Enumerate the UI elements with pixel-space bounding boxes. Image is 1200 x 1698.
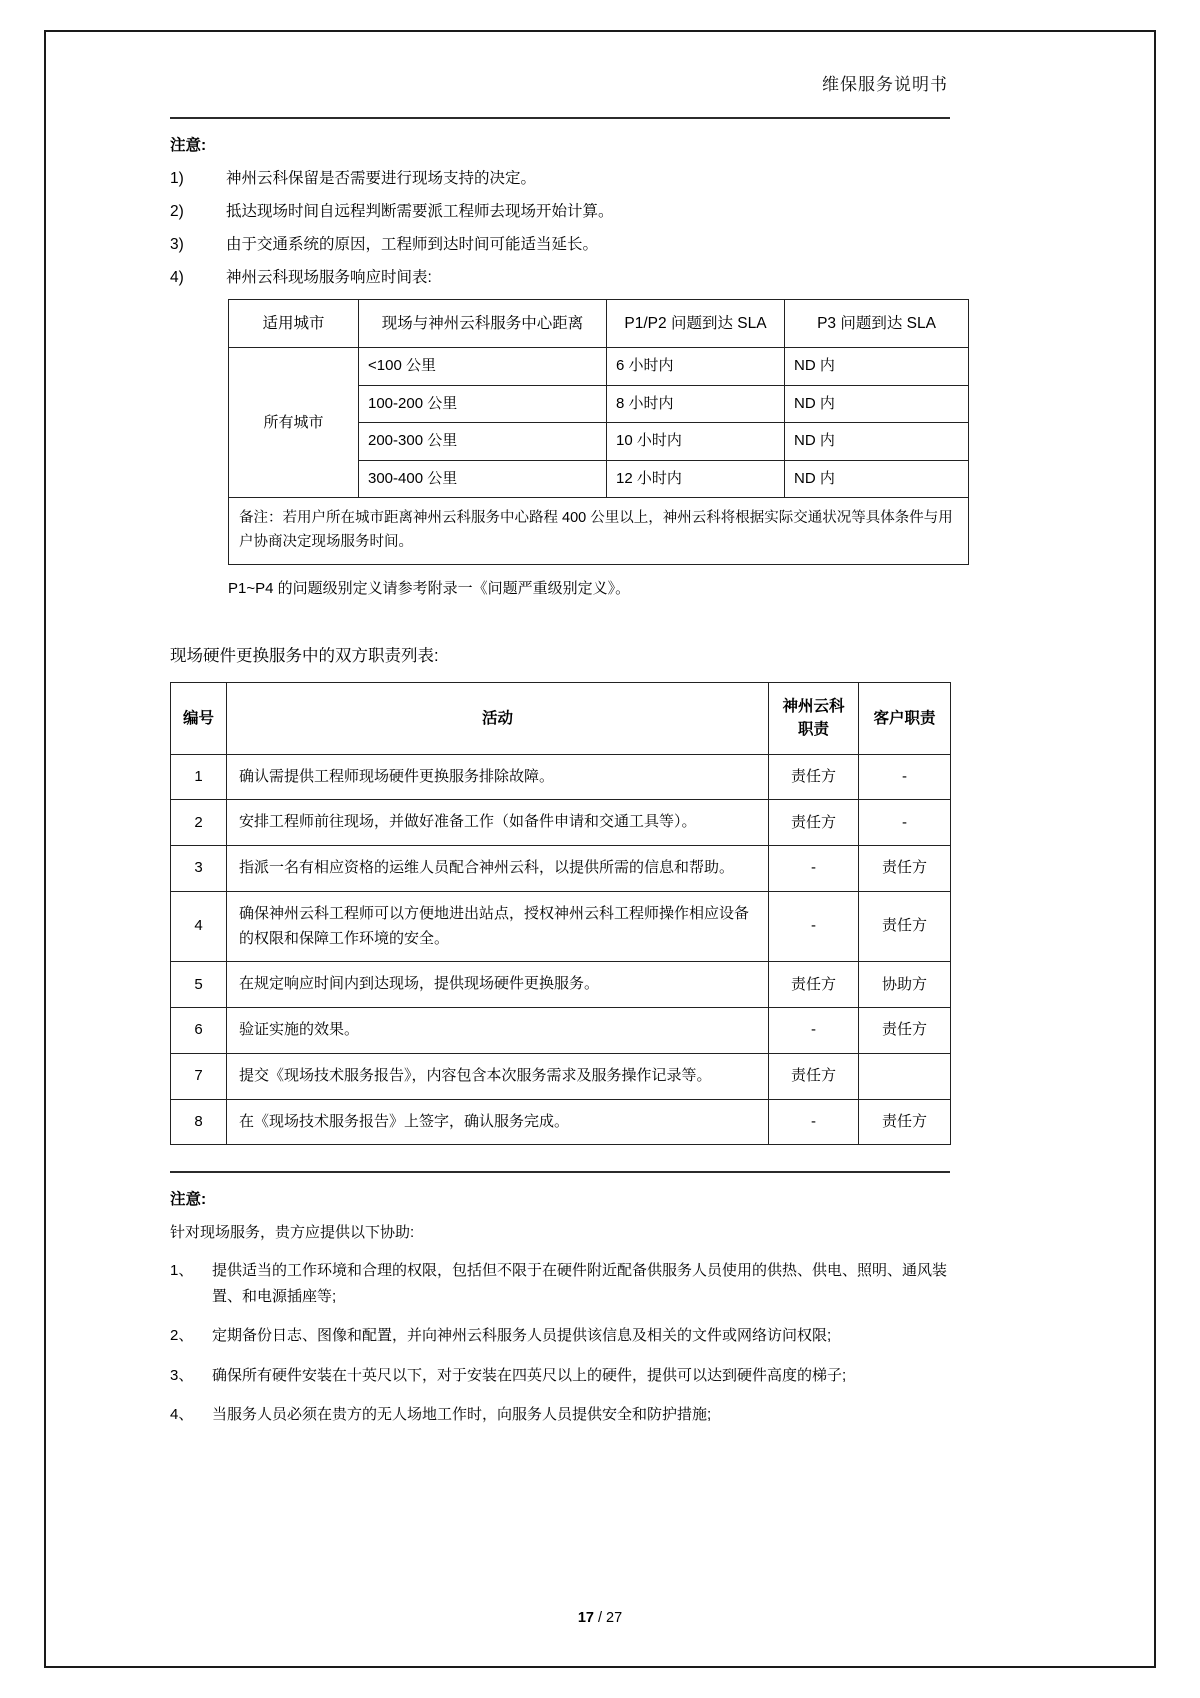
list-item xyxy=(170,233,950,257)
cell-no: 1 xyxy=(171,754,227,800)
cell-p3: ND 内 xyxy=(785,385,969,423)
footer-total-pages: 27 xyxy=(606,1610,623,1626)
responsibility-table xyxy=(170,682,951,1145)
cell-vendor: - xyxy=(769,891,859,962)
table-row xyxy=(171,1099,951,1145)
cell-no: 4 xyxy=(171,891,227,962)
table-header-row xyxy=(171,683,951,755)
list-item xyxy=(170,167,950,191)
list-item-text: 由于交通系统的原因，工程师到达时间可能适当延长。 xyxy=(226,236,599,254)
cell-p3: ND 内 xyxy=(785,348,969,386)
header-divider xyxy=(170,117,950,119)
cell-distance: 200-300 公里 xyxy=(359,423,607,461)
list-item xyxy=(170,1258,950,1309)
column-header-activity: 活动 xyxy=(227,683,769,755)
table-row xyxy=(171,891,951,962)
cell-p1p2: 10 小时内 xyxy=(607,423,785,461)
page-content xyxy=(170,70,953,1442)
cell-activity: 在规定响应时间内到达现场，提供现场硬件更换服务。 xyxy=(227,962,769,1008)
cell-p1p2: 12 小时内 xyxy=(607,460,785,498)
list-item xyxy=(170,1323,950,1349)
table-row xyxy=(171,1008,951,1054)
section-title: 现场硬件更换服务中的双方职责列表: xyxy=(170,647,439,666)
table-row xyxy=(171,754,951,800)
notice-1-label: 注意: xyxy=(170,137,207,154)
cell-no: 2 xyxy=(171,800,227,846)
cell-vendor: - xyxy=(769,1099,859,1145)
column-header-customer: 客户职责 xyxy=(859,683,951,755)
cell-vendor: - xyxy=(769,846,859,892)
cell-activity: 确保神州云科工程师可以方便地进出站点，授权神州云科工程师操作相应设备的权限和保障工作环境的安全。 xyxy=(227,891,769,962)
cell-no: 8 xyxy=(171,1099,227,1145)
footer-separator: / xyxy=(597,1610,603,1626)
cell-vendor: 责任方 xyxy=(769,754,859,800)
table-note-row xyxy=(229,498,969,565)
cell-customer: - xyxy=(859,754,951,800)
cell-customer: 责任方 xyxy=(859,1099,951,1145)
cell-activity: 确认需提供工程师现场硬件更换服务排除故障。 xyxy=(227,754,769,800)
cell-customer xyxy=(859,1053,951,1099)
notice-2-intro: 针对现场服务，贵方应提供以下协助: xyxy=(170,1224,415,1242)
notice-2-label: 注意: xyxy=(170,1191,207,1209)
list-item-text: 确保所有硬件安装在十英尺以下，对于安装在四英尺以上的硬件，提供可以达到硬件高度的梯子; xyxy=(212,1366,847,1384)
document-header-title: 维保服务说明书 xyxy=(822,75,948,94)
column-header-no: 编号 xyxy=(171,683,227,755)
column-header-city: 适用城市 xyxy=(229,300,359,348)
list-item-text: 神州云科现场服务响应时间表: xyxy=(226,269,432,287)
cell-customer: 责任方 xyxy=(859,846,951,892)
cell-no: 5 xyxy=(171,962,227,1008)
cell-p3: ND 内 xyxy=(785,460,969,498)
cell-distance: <100 公里 xyxy=(359,348,607,386)
list-item-number: 1、 xyxy=(170,1262,194,1280)
cell-vendor: 责任方 xyxy=(769,800,859,846)
cell-activity: 指派一名有相应资格的运维人员配合神州云科，以提供所需的信息和帮助。 xyxy=(227,846,769,892)
cell-p3: ND 内 xyxy=(785,423,969,461)
footer-page-number: 17 xyxy=(577,1610,594,1626)
sla-response-time-table xyxy=(228,299,969,565)
cell-customer: 责任方 xyxy=(859,891,951,962)
cell-customer: - xyxy=(859,800,951,846)
cell-distance: 300-400 公里 xyxy=(359,460,607,498)
cell-activity: 验证实施的效果。 xyxy=(227,1008,769,1054)
table-row xyxy=(229,348,969,386)
list-item xyxy=(170,1402,950,1428)
column-header-vendor: 神州云科职责 xyxy=(769,683,859,755)
list-item xyxy=(170,1363,950,1389)
list-item-text: 抵达现场时间自远程判断需要派工程师去现场开始计算。 xyxy=(226,203,614,221)
sla-footnote: P1~P4 的问题级别定义请参考附录一《问题严重级别定义》。 xyxy=(228,580,631,598)
list-item-text: 定期备份日志、图像和配置，并向神州云科服务人员提供该信息及相关的文件或网络访问权限; xyxy=(212,1327,832,1345)
cell-city: 所有城市 xyxy=(229,348,359,498)
list-item xyxy=(170,200,950,224)
cell-p1p2: 6 小时内 xyxy=(607,348,785,386)
cell-vendor: 责任方 xyxy=(769,962,859,1008)
cell-activity: 提交《现场技术服务报告》，内容包含本次服务需求及服务操作记录等。 xyxy=(227,1053,769,1099)
cell-customer: 协助方 xyxy=(859,962,951,1008)
table-header-row xyxy=(229,300,969,348)
page-footer xyxy=(0,1610,1200,1626)
notice-1-list xyxy=(170,167,950,290)
sla-table-note: 备注：若用户所在城市距离神州云科服务中心路程 400 公里以上，神州云科将根据实际交通状况等具体条件与用户协商决定现场服务时间。 xyxy=(229,498,969,565)
cell-customer: 责任方 xyxy=(859,1008,951,1054)
list-item-number: 2) xyxy=(170,203,184,221)
list-item-number: 4、 xyxy=(170,1406,194,1424)
notice-2-divider xyxy=(170,1171,950,1173)
cell-no: 3 xyxy=(171,846,227,892)
table-row xyxy=(171,1053,951,1099)
list-item-number: 3、 xyxy=(170,1366,194,1384)
cell-p1p2: 8 小时内 xyxy=(607,385,785,423)
table-row xyxy=(171,846,951,892)
column-header-distance: 现场与神州云科服务中心距离 xyxy=(359,300,607,348)
list-item-text: 提供适当的工作环境和合理的权限，包括但不限于在硬件附近配备供服务人员使用的供热、供电、照明、通风装置、和电源插座等; xyxy=(212,1262,948,1305)
list-item-number: 4) xyxy=(170,269,184,287)
cell-vendor: 责任方 xyxy=(769,1053,859,1099)
list-item xyxy=(170,266,950,290)
list-item-number: 2、 xyxy=(170,1327,194,1345)
list-item-text: 神州云科保留是否需要进行现场支持的决定。 xyxy=(226,170,537,187)
column-header-p3-sla: P3 问题到达 SLA xyxy=(785,300,969,348)
table-row xyxy=(171,800,951,846)
column-header-p1p2-sla: P1/P2 问题到达 SLA xyxy=(607,300,785,348)
cell-vendor: - xyxy=(769,1008,859,1054)
list-item-number: 3) xyxy=(170,236,184,254)
sla-table-wrapper xyxy=(228,299,953,565)
cell-activity: 在《现场技术服务报告》上签字，确认服务完成。 xyxy=(227,1099,769,1145)
cell-no: 6 xyxy=(171,1008,227,1054)
cell-distance: 100-200 公里 xyxy=(359,385,607,423)
list-item-text: 当服务人员必须在贵方的无人场地工作时，向服务人员提供安全和防护措施; xyxy=(212,1406,712,1424)
table-row xyxy=(171,962,951,1008)
notice-2-list xyxy=(170,1258,950,1428)
cell-activity: 安排工程师前往现场，并做好准备工作（如备件申请和交通工具等）。 xyxy=(227,800,769,846)
list-item-number: 1) xyxy=(170,170,184,187)
cell-no: 7 xyxy=(171,1053,227,1099)
